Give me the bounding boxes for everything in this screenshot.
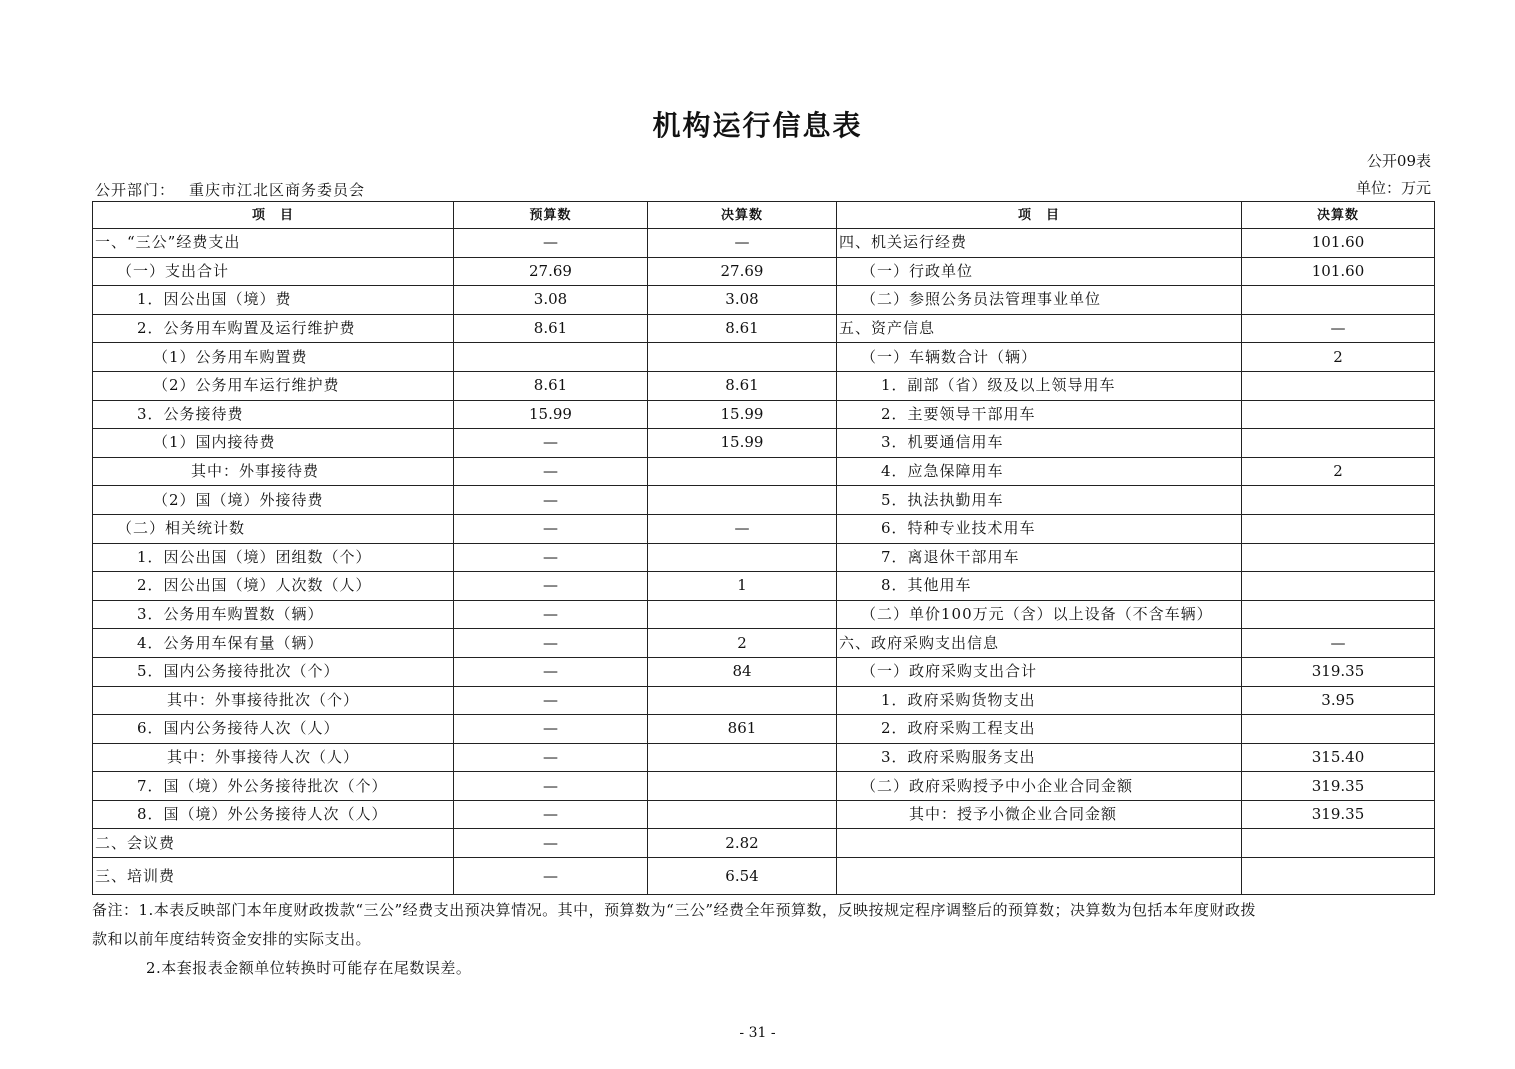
right-value	[1242, 572, 1435, 601]
row-label: 二、会议费	[93, 829, 454, 858]
right-value	[1242, 371, 1435, 400]
row-label: 4．公务用车保有量（辆）	[93, 629, 454, 658]
final-value: 1	[648, 572, 837, 601]
row-label: 1．因公出国（境）团组数（个）	[93, 543, 454, 572]
note-line-1: 备注：1.本表反映部门本年度财政拨款“三公”经费支出预决算情况。其中，预算数为“三公”经费全年预算数，反映按规定程序调整后的预算数；决算数为包括本年度财政拨	[92, 901, 1256, 919]
final-value: 6.54	[648, 858, 837, 895]
right-label: 四、机关运行经费	[837, 229, 1242, 258]
right-value: 2	[1242, 343, 1435, 372]
final-value: 15.99	[648, 400, 837, 429]
right-label: 3．机要通信用车	[837, 429, 1242, 458]
table-row	[93, 286, 1435, 315]
final-value	[648, 800, 837, 829]
budget-value	[454, 343, 648, 372]
final-value: 2.82	[648, 829, 837, 858]
header-final: 决算数	[648, 202, 837, 229]
note-line-2: 款和以前年度结转资金安排的实际支出。	[92, 930, 372, 948]
row-label: 1．因公出国（境）费	[93, 286, 454, 315]
final-value: 8.61	[648, 314, 837, 343]
table-row	[93, 514, 1435, 543]
right-value	[1242, 486, 1435, 515]
right-label: （二）单价100万元（含）以上设备（不含车辆）	[837, 600, 1242, 629]
department-name: 重庆市江北区商务委员会	[189, 181, 366, 199]
table-row	[93, 600, 1435, 629]
right-value	[1242, 715, 1435, 744]
budget-value: 8.61	[454, 371, 648, 400]
table-row	[93, 657, 1435, 686]
note-line-3: 2.本套报表金额单位转换时可能存在尾数误差。	[146, 959, 472, 977]
form-code: 公开09表	[1366, 152, 1431, 170]
final-value: 861	[648, 715, 837, 744]
row-label: 3．公务用车购置数（辆）	[93, 600, 454, 629]
final-value	[648, 772, 837, 801]
row-label: 2．因公出国（境）人次数（人）	[93, 572, 454, 601]
right-label: 1．副部（省）级及以上领导用车	[837, 371, 1242, 400]
table-row	[93, 800, 1435, 829]
right-value: 2	[1242, 457, 1435, 486]
right-value: 315.40	[1242, 743, 1435, 772]
budget-value: —	[454, 229, 648, 258]
right-label: （一）政府采购支出合计	[837, 657, 1242, 686]
row-label: （2）国（境）外接待费	[93, 486, 454, 515]
row-label: （1）公务用车购置费	[93, 343, 454, 372]
table-row	[93, 314, 1435, 343]
table-header-row	[93, 202, 1435, 229]
budget-value: —	[454, 514, 648, 543]
budget-value: 27.69	[454, 257, 648, 286]
final-value: —	[648, 514, 837, 543]
right-label: 其中：授予小微企业合同金额	[837, 800, 1242, 829]
row-label: 6．国内公务接待人次（人）	[93, 715, 454, 744]
row-label: （一）支出合计	[93, 257, 454, 286]
table-row	[93, 772, 1435, 801]
info-table	[92, 201, 1435, 895]
right-value	[1242, 600, 1435, 629]
page-title: 机构运行信息表	[652, 109, 863, 142]
table-row	[93, 343, 1435, 372]
notes	[92, 896, 1482, 983]
table-row	[93, 686, 1435, 715]
right-label: 1．政府采购货物支出	[837, 686, 1242, 715]
budget-value: —	[454, 629, 648, 658]
budget-value: —	[454, 486, 648, 515]
table-row	[93, 486, 1435, 515]
right-label	[837, 858, 1242, 895]
right-label: 8．其他用车	[837, 572, 1242, 601]
right-label: 3．政府采购服务支出	[837, 743, 1242, 772]
budget-value: —	[454, 600, 648, 629]
row-label: 5．国内公务接待批次（个）	[93, 657, 454, 686]
row-label: 其中：外事接待费	[93, 457, 454, 486]
right-value: 319.35	[1242, 800, 1435, 829]
budget-value: 8.61	[454, 314, 648, 343]
right-label: （一）行政单位	[837, 257, 1242, 286]
right-label: 五、资产信息	[837, 314, 1242, 343]
row-label: 其中：外事接待人次（人）	[93, 743, 454, 772]
budget-value: —	[454, 572, 648, 601]
row-label: 2．公务用车购置及运行维护费	[93, 314, 454, 343]
right-value	[1242, 514, 1435, 543]
right-label: 4．应急保障用车	[837, 457, 1242, 486]
final-value: 3.08	[648, 286, 837, 315]
final-value: —	[648, 229, 837, 258]
budget-value: —	[454, 543, 648, 572]
table-row	[93, 229, 1435, 258]
right-value: —	[1242, 629, 1435, 658]
header-item: 项 目	[93, 202, 454, 229]
right-label	[837, 829, 1242, 858]
right-value	[1242, 543, 1435, 572]
right-value: —	[1242, 314, 1435, 343]
row-label: 7．国（境）外公务接待批次（个）	[93, 772, 454, 801]
header-final-right: 决算数	[1242, 202, 1435, 229]
budget-value: 15.99	[454, 400, 648, 429]
row-label: 一、“三公”经费支出	[93, 229, 454, 258]
final-value	[648, 600, 837, 629]
final-value	[648, 743, 837, 772]
table-row	[93, 629, 1435, 658]
right-label: （一）车辆数合计（辆）	[837, 343, 1242, 372]
row-label: （2）公务用车运行维护费	[93, 371, 454, 400]
final-value	[648, 543, 837, 572]
budget-value: —	[454, 457, 648, 486]
budget-value: —	[454, 858, 648, 895]
table-row	[93, 257, 1435, 286]
table-row	[93, 543, 1435, 572]
final-value	[648, 457, 837, 486]
table-row	[93, 400, 1435, 429]
table-row	[93, 858, 1435, 895]
department-line	[95, 179, 365, 200]
right-value	[1242, 829, 1435, 858]
budget-value: —	[454, 772, 648, 801]
budget-value: —	[454, 715, 648, 744]
table-row	[93, 829, 1435, 858]
right-label: 6．特种专业技术用车	[837, 514, 1242, 543]
table-row	[93, 743, 1435, 772]
table-row	[93, 371, 1435, 400]
header-budget: 预算数	[454, 202, 648, 229]
final-value	[648, 686, 837, 715]
row-label: 其中：外事接待批次（个）	[93, 686, 454, 715]
row-label: （1）国内接待费	[93, 429, 454, 458]
right-label: 7．离退休干部用车	[837, 543, 1242, 572]
header-item-right: 项 目	[837, 202, 1242, 229]
page-number: - 31 -	[739, 1025, 776, 1041]
right-value	[1242, 400, 1435, 429]
table-row	[93, 457, 1435, 486]
right-value: 319.35	[1242, 657, 1435, 686]
right-label: 2．主要领导干部用车	[837, 400, 1242, 429]
budget-value: 3.08	[454, 286, 648, 315]
budget-value: —	[454, 686, 648, 715]
final-value: 27.69	[648, 257, 837, 286]
budget-value: —	[454, 743, 648, 772]
final-value: 15.99	[648, 429, 837, 458]
right-label: 六、政府采购支出信息	[837, 629, 1242, 658]
right-value	[1242, 286, 1435, 315]
unit-label: 单位：万元	[1355, 179, 1431, 197]
right-label: （二）政府采购授予中小企业合同金额	[837, 772, 1242, 801]
budget-value: —	[454, 829, 648, 858]
right-label: （二）参照公务员法管理事业单位	[837, 286, 1242, 315]
final-value	[648, 343, 837, 372]
row-label: 8．国（境）外公务接待人次（人）	[93, 800, 454, 829]
budget-value: —	[454, 429, 648, 458]
right-value	[1242, 429, 1435, 458]
right-value: 3.95	[1242, 686, 1435, 715]
row-label: 3．公务接待费	[93, 400, 454, 429]
table-row	[93, 429, 1435, 458]
final-value	[648, 486, 837, 515]
final-value: 2	[648, 629, 837, 658]
table-row	[93, 715, 1435, 744]
final-value: 84	[648, 657, 837, 686]
right-value: 101.60	[1242, 229, 1435, 258]
row-label: （二）相关统计数	[93, 514, 454, 543]
right-value: 101.60	[1242, 257, 1435, 286]
right-label: 2．政府采购工程支出	[837, 715, 1242, 744]
final-value: 8.61	[648, 371, 837, 400]
table-row	[93, 572, 1435, 601]
right-value: 319.35	[1242, 772, 1435, 801]
right-label: 5．执法执勤用车	[837, 486, 1242, 515]
department-label: 公开部门：	[95, 181, 176, 199]
budget-value: —	[454, 800, 648, 829]
row-label: 三、培训费	[93, 858, 454, 895]
budget-value: —	[454, 657, 648, 686]
right-value	[1242, 858, 1435, 895]
